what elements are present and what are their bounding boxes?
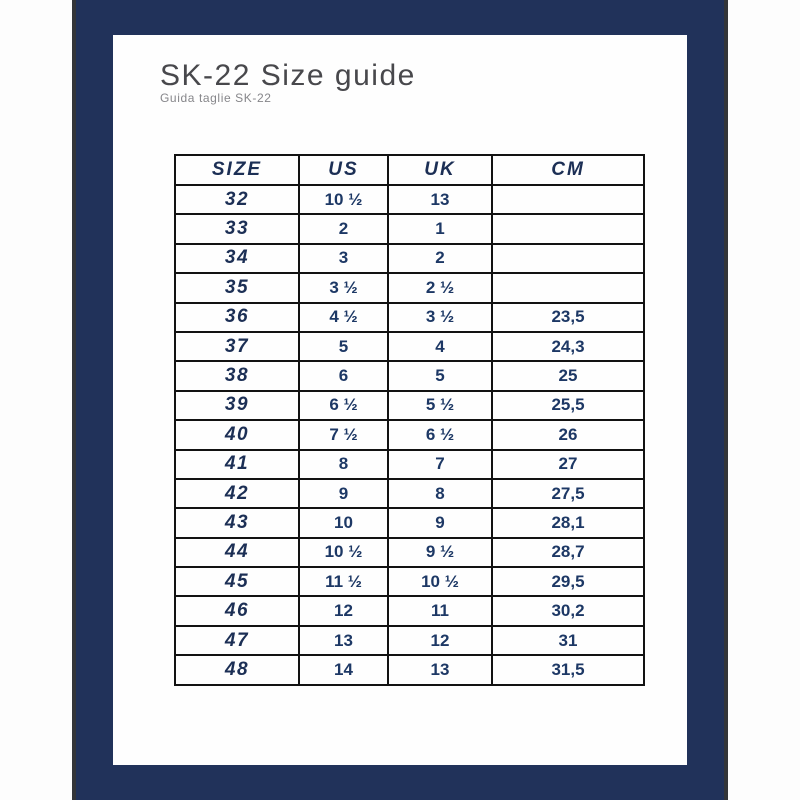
us-cell: 12 [299,596,388,625]
uk-cell: 4 [388,332,492,361]
cm-cell: 30,2 [492,596,644,625]
uk-cell: 13 [388,185,492,214]
cm-cell: 31,5 [492,655,644,684]
us-cell: 3 [299,244,388,273]
uk-cell: 10 ½ [388,567,492,596]
table-row [175,626,644,655]
size-cell: 38 [175,361,299,390]
column-header-size: SIZE [175,155,299,185]
us-cell: 11 ½ [299,567,388,596]
table-row [175,303,644,332]
header-row [175,155,644,185]
size-guide-page [113,35,687,765]
table-row [175,244,644,273]
uk-cell: 2 [388,244,492,273]
size-cell: 37 [175,332,299,361]
cm-cell [492,185,644,214]
uk-cell: 5 ½ [388,391,492,420]
page-title: SK-22 Size guide [160,59,416,92]
uk-cell: 8 [388,479,492,508]
table-row [175,332,644,361]
us-cell: 6 [299,361,388,390]
us-cell: 10 [299,508,388,537]
us-cell: 7 ½ [299,420,388,449]
us-cell: 4 ½ [299,303,388,332]
size-table-header [175,155,644,185]
uk-cell: 6 ½ [388,420,492,449]
column-header-uk: UK [388,155,492,185]
table-row [175,391,644,420]
cm-cell: 24,3 [492,332,644,361]
us-cell: 10 ½ [299,538,388,567]
cm-cell [492,273,644,302]
uk-cell: 2 ½ [388,273,492,302]
size-cell: 41 [175,450,299,479]
uk-cell: 3 ½ [388,303,492,332]
table-row [175,567,644,596]
uk-cell: 7 [388,450,492,479]
size-cell: 34 [175,244,299,273]
table-row [175,420,644,449]
us-cell: 14 [299,655,388,684]
us-cell: 5 [299,332,388,361]
size-cell: 36 [175,303,299,332]
size-table [174,154,645,686]
cm-cell: 26 [492,420,644,449]
uk-cell: 11 [388,596,492,625]
page-subtitle: Guida taglie SK-22 [160,91,272,105]
size-cell: 45 [175,567,299,596]
cm-cell: 29,5 [492,567,644,596]
table-row [175,655,644,684]
cm-cell: 25,5 [492,391,644,420]
column-header-us: US [299,155,388,185]
table-row [175,508,644,537]
size-cell: 44 [175,538,299,567]
table-row [175,214,644,243]
size-cell: 33 [175,214,299,243]
us-cell: 6 ½ [299,391,388,420]
size-cell: 35 [175,273,299,302]
cm-cell: 31 [492,626,644,655]
column-header-cm: CM [492,155,644,185]
us-cell: 2 [299,214,388,243]
us-cell: 13 [299,626,388,655]
table-row [175,273,644,302]
us-cell: 3 ½ [299,273,388,302]
cm-cell: 27,5 [492,479,644,508]
cm-cell: 23,5 [492,303,644,332]
uk-cell: 5 [388,361,492,390]
size-cell: 48 [175,655,299,684]
uk-cell: 13 [388,655,492,684]
table-row [175,538,644,567]
us-cell: 8 [299,450,388,479]
navy-frame [72,0,728,800]
cm-cell: 28,1 [492,508,644,537]
table-row [175,596,644,625]
uk-cell: 12 [388,626,492,655]
us-cell: 9 [299,479,388,508]
size-cell: 32 [175,185,299,214]
size-cell: 47 [175,626,299,655]
cm-cell: 28,7 [492,538,644,567]
table-row [175,185,644,214]
uk-cell: 9 [388,508,492,537]
table-row [175,361,644,390]
size-cell: 40 [175,420,299,449]
size-cell: 42 [175,479,299,508]
cm-cell [492,214,644,243]
table-row [175,450,644,479]
cm-cell [492,244,644,273]
size-cell: 43 [175,508,299,537]
uk-cell: 1 [388,214,492,243]
cm-cell: 25 [492,361,644,390]
cm-cell: 27 [492,450,644,479]
uk-cell: 9 ½ [388,538,492,567]
size-cell: 46 [175,596,299,625]
us-cell: 10 ½ [299,185,388,214]
size-cell: 39 [175,391,299,420]
size-table-body [175,185,644,685]
table-row [175,479,644,508]
